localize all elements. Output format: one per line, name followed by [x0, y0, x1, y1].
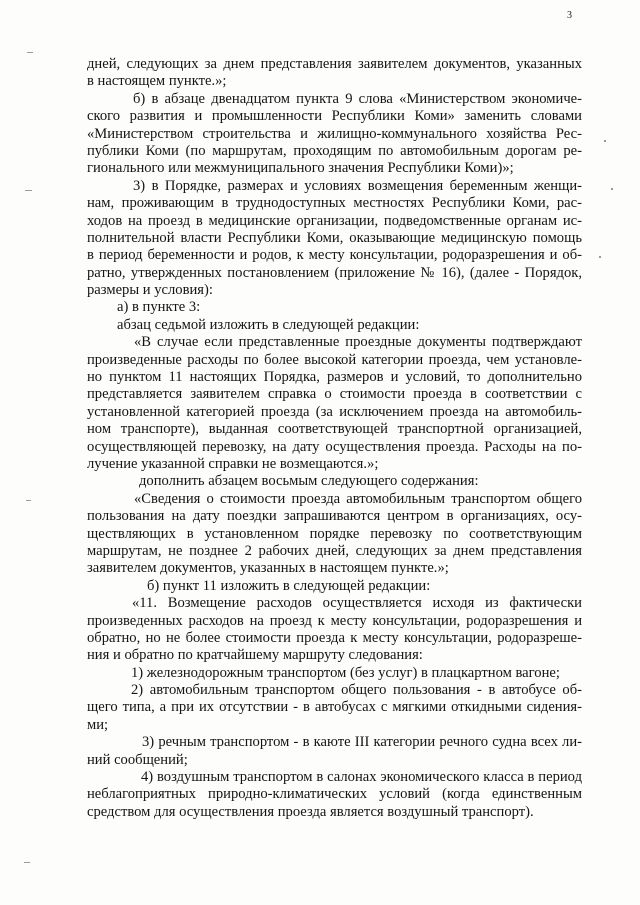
text-line: установленной категорией проезда (за исключением проезда на автомобиль- [87, 403, 582, 420]
text-line: полнительной власти Республики Коми, оказывающие медицинскую помощь [87, 229, 582, 246]
text-line: ном транспорте), выданная соответствующей транспортной организацией, [87, 421, 582, 438]
text-line: 1) железнодорожным транспортом (без услуг) в плацкартном вагоне; [131, 664, 560, 681]
scan-artifact [27, 52, 33, 53]
text-line: осуществляющей перевозку, на дату осуществления проезда. Расходы на по- [87, 438, 582, 455]
text-line: «В случае если представленные проездные документы подтверждают [134, 334, 582, 351]
text-line: 4) воздушным транспортом в салонах экономического класса в период [141, 769, 582, 786]
scan-artifact [611, 188, 613, 190]
text-line: ния и обратно по кратчайшему маршруту следования: [87, 647, 423, 664]
text-line: представляется заявителем справка о стоимости проезда в соответствии с [87, 386, 582, 403]
text-line: неблагоприятных природно-климатических условий (когда единственным [87, 786, 582, 803]
text-line: щего типа, а при их отсутствии - в автобусах с мягкими откидными сидения- [87, 699, 582, 716]
scan-artifact [25, 190, 32, 191]
text-line: маршрутам, не позднее 2 рабочих дней, следующих за днем представления [87, 542, 582, 559]
text-line: произведенных расходов на проезд к месту консультации, родоразрешения и [87, 612, 582, 629]
text-line: обратно, но не более стоимости проезда к месту консультации, родоразреше- [87, 629, 582, 646]
text-line: ратно, утвержденных постановлением (приложение № 16), (далее - Порядок, [87, 264, 582, 281]
text-line: средством для осуществления проезда является воздушный транспорт). [87, 803, 534, 820]
text-line: заявителем документов, указанных в настоящем пункте.»; [87, 560, 449, 577]
text-line: б) пункт 11 изложить в следующей редакции: [147, 577, 431, 594]
text-line: «11. Возмещение расходов осуществляется исходя из фактически [132, 595, 582, 612]
text-line: но пунктом 11 настоящих Порядка, размеров и условий, то дополнительно [87, 369, 582, 386]
text-line: 3) в Порядке, размерах и условиях возмещения беременным женщи- [133, 177, 582, 194]
text-line: лучение указанной справки не возмещаются.»; [87, 455, 379, 472]
text-line: дней, следующих за днем представления заявителем документов, указанных [87, 56, 582, 72]
text-line: пользования на дату поездки запрашиваются центром в организациях, осу- [87, 508, 582, 525]
text-line: нам, проживающим в труднодоступных местностях Республики Коми, рас- [87, 195, 582, 212]
text-line: «Министерством строительства и жилищно-коммунального хозяйства Рес- [87, 125, 582, 142]
text-line: ми; [87, 716, 109, 733]
text-line: ского развития и промышленности Республики Коми» заменить словами [87, 108, 582, 125]
text-line: ходов на проезд в медицинские организации, подведомственные органам ис- [87, 212, 582, 229]
page-number: 3 [567, 10, 572, 21]
scan-artifact [599, 256, 601, 258]
text-line: «Сведения о стоимости проезда автомобильным транспортом общего [134, 490, 582, 507]
scan-artifact [604, 140, 606, 142]
text-line: 2) автомобильным транспортом общего пользования - в автобусе об- [131, 682, 582, 699]
text-line: произведенные расходы по более высокой категории проезда, чем установле- [87, 351, 582, 368]
scan-artifact [26, 500, 31, 501]
text-line: дополнить абзацем восьмым следующего содержания: [139, 473, 479, 490]
text-line: в настоящем пункте.»; [87, 73, 227, 90]
text-line: в период беременности и родов, к месту консультации, родоразрешения и об- [87, 247, 582, 264]
text-line: ществляющих в установленном порядке перевозку по соответствующим [87, 525, 582, 542]
text-line: ний сообщений; [87, 751, 188, 768]
text-line: абзац седьмой изложить в следующей редакции: [117, 316, 420, 333]
text-line: гионального или межмуниципального значения Республики Коми)»; [87, 160, 514, 177]
scan-artifact [24, 862, 30, 863]
text-line: а) в пункте 3: [117, 299, 201, 316]
text-line: публики Коми (по маршрутам, проходящим по автомобильным дорогам ре- [87, 142, 582, 159]
text-line: 3) речным транспортом - в каюте III категории речного судна всех ли- [142, 734, 582, 751]
text-line: б) в абзаце двенадцатом пункта 9 слова «Министерством экономиче- [133, 90, 582, 107]
document-body [87, 56, 582, 821]
text-line: размеры и условия): [87, 282, 213, 299]
